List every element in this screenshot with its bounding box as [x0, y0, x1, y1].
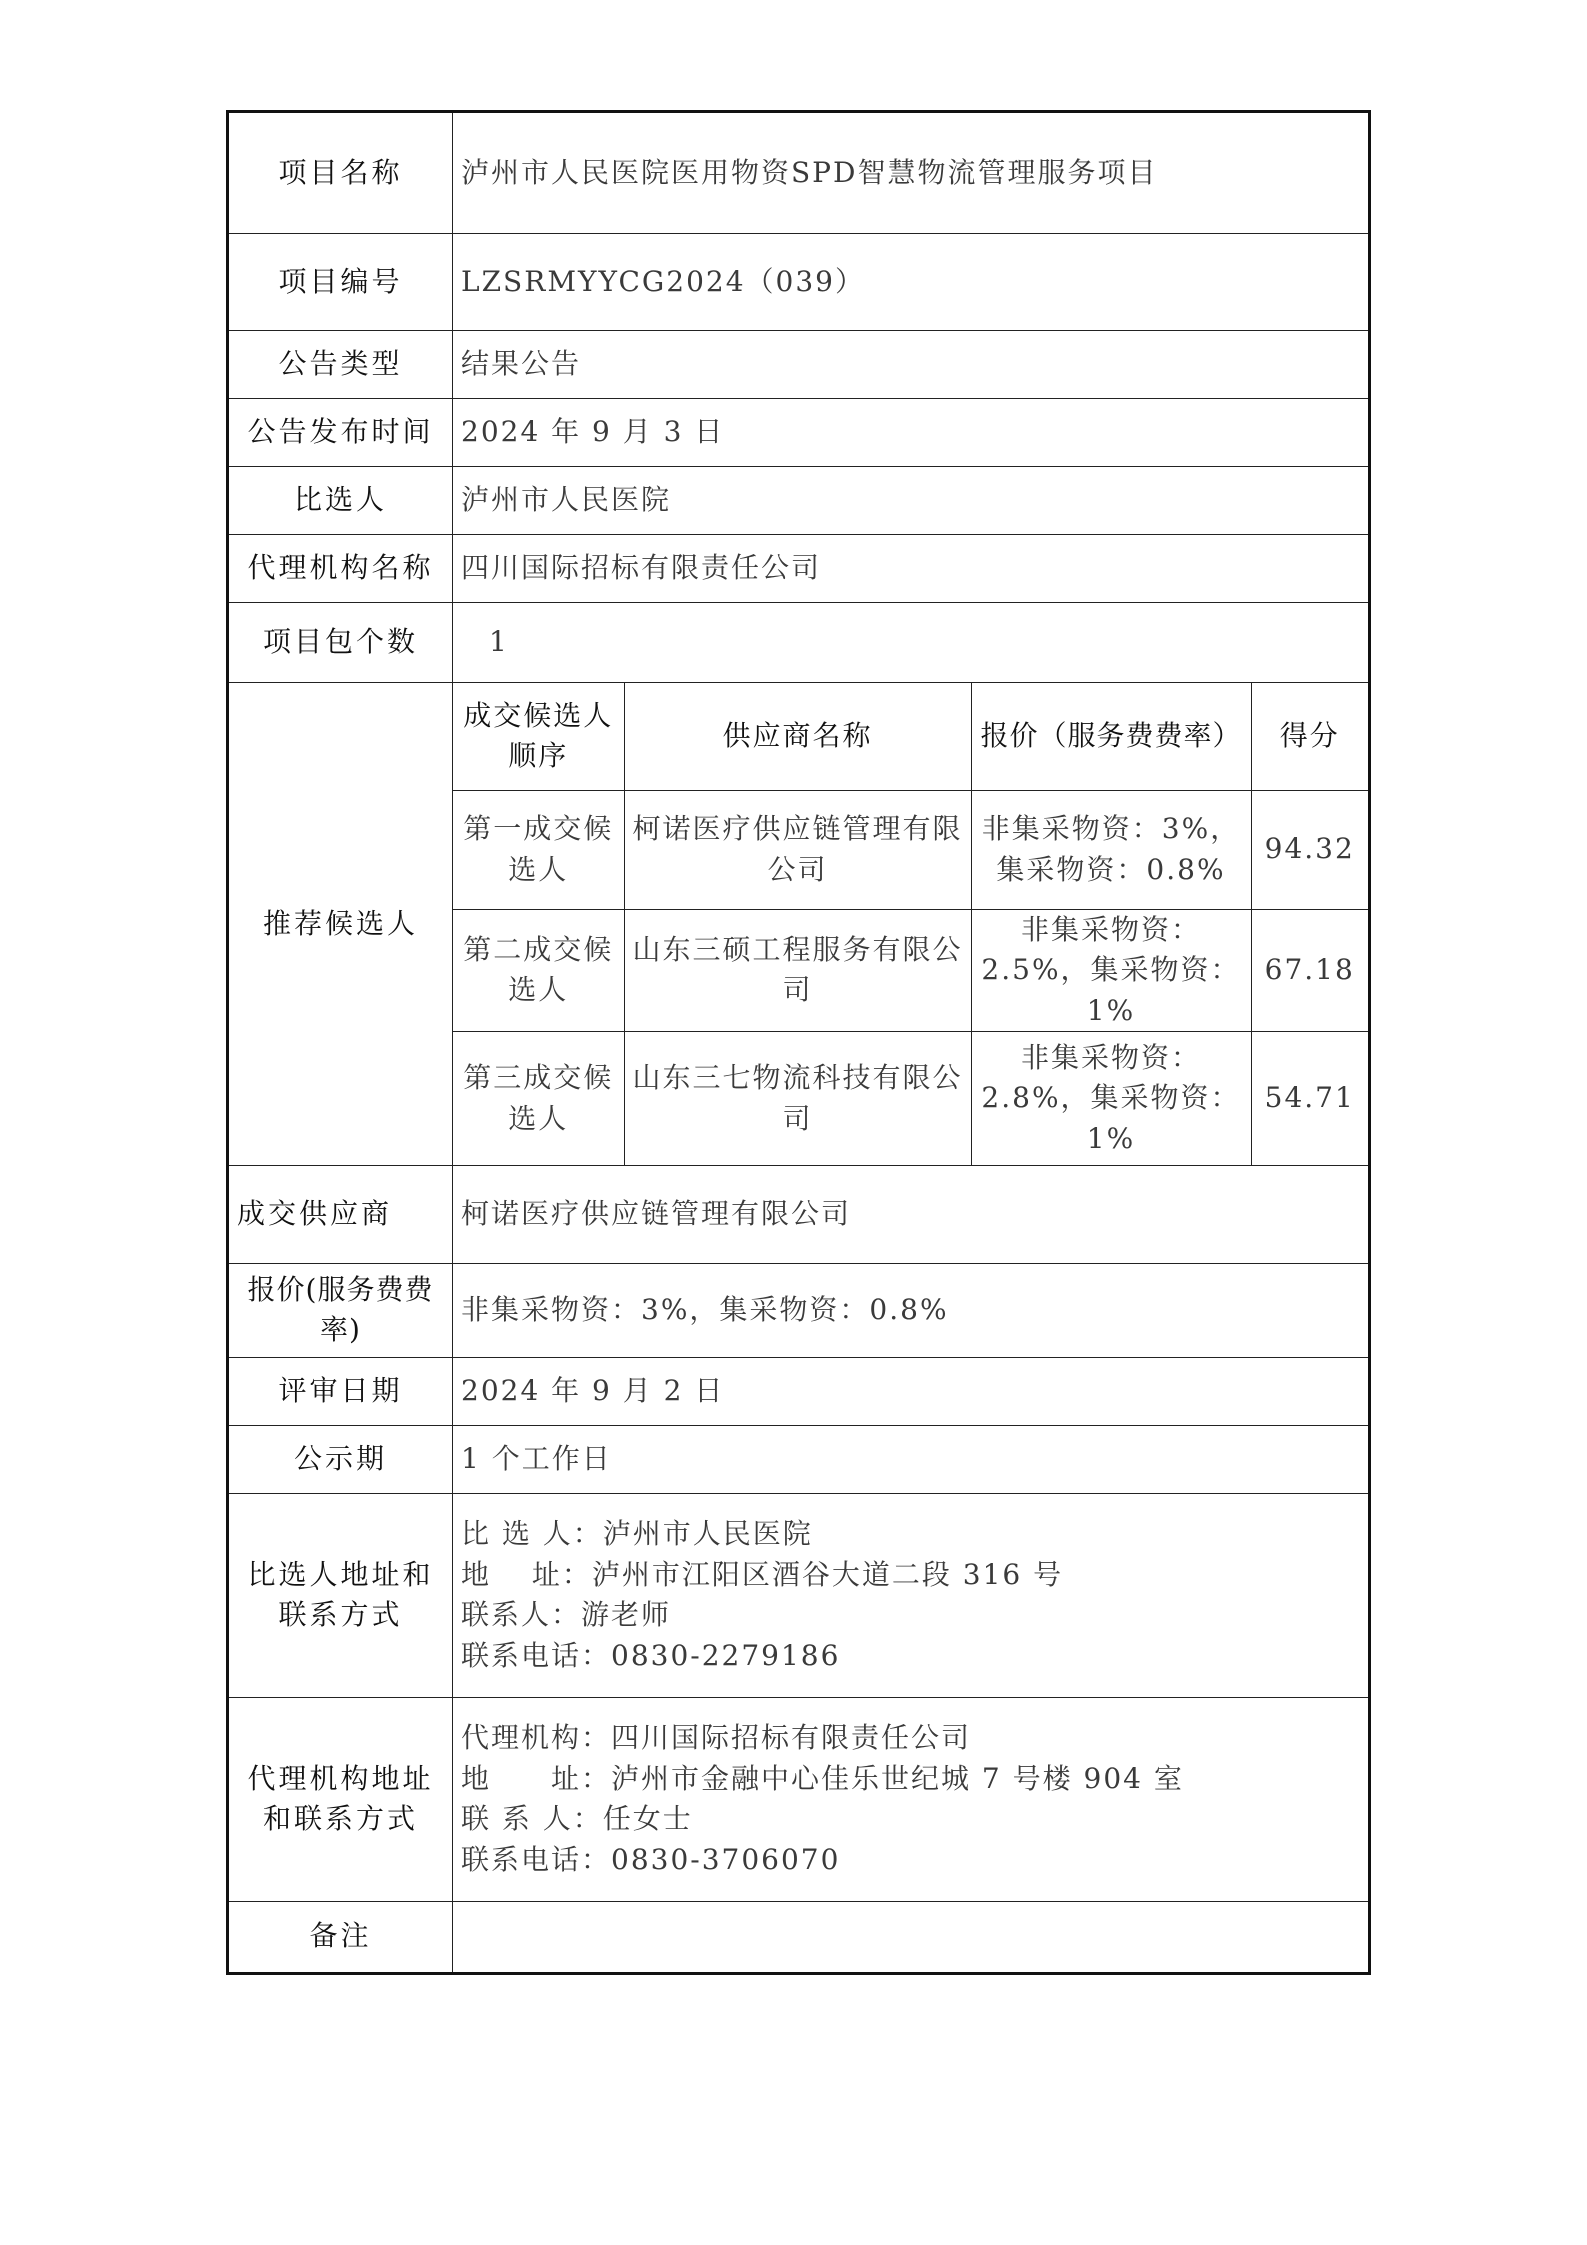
publicity-period-value: 1 个工作日 [453, 1425, 1370, 1493]
row-notice-type [228, 331, 1370, 399]
agency-value: 四川国际招标有限责任公司 [453, 535, 1370, 603]
candidates-header-row [453, 683, 1368, 790]
header-order: 成交候选人顺序 [453, 683, 624, 790]
header-price: 报价（服务费费率） [971, 683, 1251, 790]
candidate-supplier: 柯诺医疗供应链管理有限公司 [624, 790, 971, 909]
candidates-label: 推荐候选人 [228, 683, 453, 1166]
candidate-supplier: 山东三七物流科技有限公司 [624, 1032, 971, 1165]
remarks-value [453, 1901, 1370, 1973]
candidate-score: 67.18 [1251, 909, 1368, 1032]
row-publish-date [228, 399, 1370, 467]
selector-value: 泸州市人民医院 [453, 467, 1370, 535]
agency-contact-line: 联 系 人：任女士 [461, 1802, 693, 1836]
review-date-value: 2024 年 9 月 2 日 [453, 1357, 1370, 1425]
project-code-value: LZSRMYYCG2024（039） [453, 234, 1370, 331]
candidate-row [453, 1032, 1368, 1165]
row-review-date [228, 1357, 1370, 1425]
selector-contact-value [453, 1493, 1370, 1697]
candidate-order: 第二成交候选人 [453, 909, 624, 1032]
package-count-label: 项目包个数 [228, 603, 453, 683]
row-package-count [228, 603, 1370, 683]
selector-contact-line: 联系人：游老师 [461, 1598, 672, 1632]
row-project-code [228, 234, 1370, 331]
selector-label: 比选人 [228, 467, 453, 535]
candidate-order: 第一成交候选人 [453, 790, 624, 909]
notice-type-value: 结果公告 [453, 331, 1370, 399]
row-winner [228, 1165, 1370, 1263]
row-publicity-period [228, 1425, 1370, 1493]
row-selector [228, 467, 1370, 535]
row-agency-contact [228, 1697, 1370, 1901]
winner-price-label: 报价(服务费费率) [228, 1263, 453, 1357]
candidate-order: 第三成交候选人 [453, 1032, 624, 1165]
candidates-cell [453, 683, 1370, 1166]
agency-contact-line: 联系电话：0830-3706070 [461, 1842, 841, 1876]
agency-label: 代理机构名称 [228, 535, 453, 603]
candidate-price: 非集采物资：2.5%，集采物资：1% [971, 909, 1251, 1032]
project-name-label: 项目名称 [228, 112, 453, 234]
selector-contact-line: 地 址：泸州市江阳区酒谷大道二段 316 号 [461, 1557, 1064, 1591]
winner-price-value: 非集采物资：3%，集采物资：0.8% [453, 1263, 1370, 1357]
publish-date-value: 2024 年 9 月 3 日 [453, 399, 1370, 467]
candidate-score: 94.32 [1251, 790, 1368, 909]
agency-contact-label: 代理机构地址和联系方式 [228, 1697, 453, 1901]
winner-value: 柯诺医疗供应链管理有限公司 [453, 1165, 1370, 1263]
candidate-supplier: 山东三硕工程服务有限公司 [624, 909, 971, 1032]
selector-contact-line: 联系电话：0830-2279186 [461, 1638, 841, 1672]
header-score: 得分 [1251, 683, 1368, 790]
remarks-label: 备注 [228, 1901, 453, 1973]
publicity-period-label: 公示期 [228, 1425, 453, 1493]
agency-contact-line: 代理机构：四川国际招标有限责任公司 [461, 1721, 972, 1755]
candidate-row [453, 909, 1368, 1032]
agency-contact-value [453, 1697, 1370, 1901]
project-name-value: 泸州市人民医院医用物资SPD智慧物流管理服务项目 [453, 112, 1370, 234]
row-project-name [228, 112, 1370, 234]
candidate-price: 非集采物资：3%，集采物资：0.8% [971, 790, 1251, 909]
result-notice-table [226, 110, 1371, 1975]
package-count-value: 1 [453, 603, 1370, 683]
selector-contact-line: 比 选 人：泸州市人民医院 [461, 1517, 813, 1551]
agency-contact-line: 地 址：泸州市金融中心佳乐世纪城 7 号楼 904 室 [461, 1761, 1184, 1795]
header-supplier: 供应商名称 [624, 683, 971, 790]
notice-type-label: 公告类型 [228, 331, 453, 399]
candidate-score: 54.71 [1251, 1032, 1368, 1165]
selector-contact-label: 比选人地址和联系方式 [228, 1493, 453, 1697]
publish-date-label: 公告发布时间 [228, 399, 453, 467]
row-candidates [228, 683, 1370, 1166]
candidate-price: 非集采物资：2.8%，集采物资：1% [971, 1032, 1251, 1165]
row-selector-contact [228, 1493, 1370, 1697]
candidates-table [453, 683, 1368, 1165]
row-remarks [228, 1901, 1370, 1973]
winner-label: 成交供应商 [228, 1165, 453, 1263]
row-agency [228, 535, 1370, 603]
review-date-label: 评审日期 [228, 1357, 453, 1425]
candidate-row [453, 790, 1368, 909]
project-code-label: 项目编号 [228, 234, 453, 331]
row-winner-price [228, 1263, 1370, 1357]
